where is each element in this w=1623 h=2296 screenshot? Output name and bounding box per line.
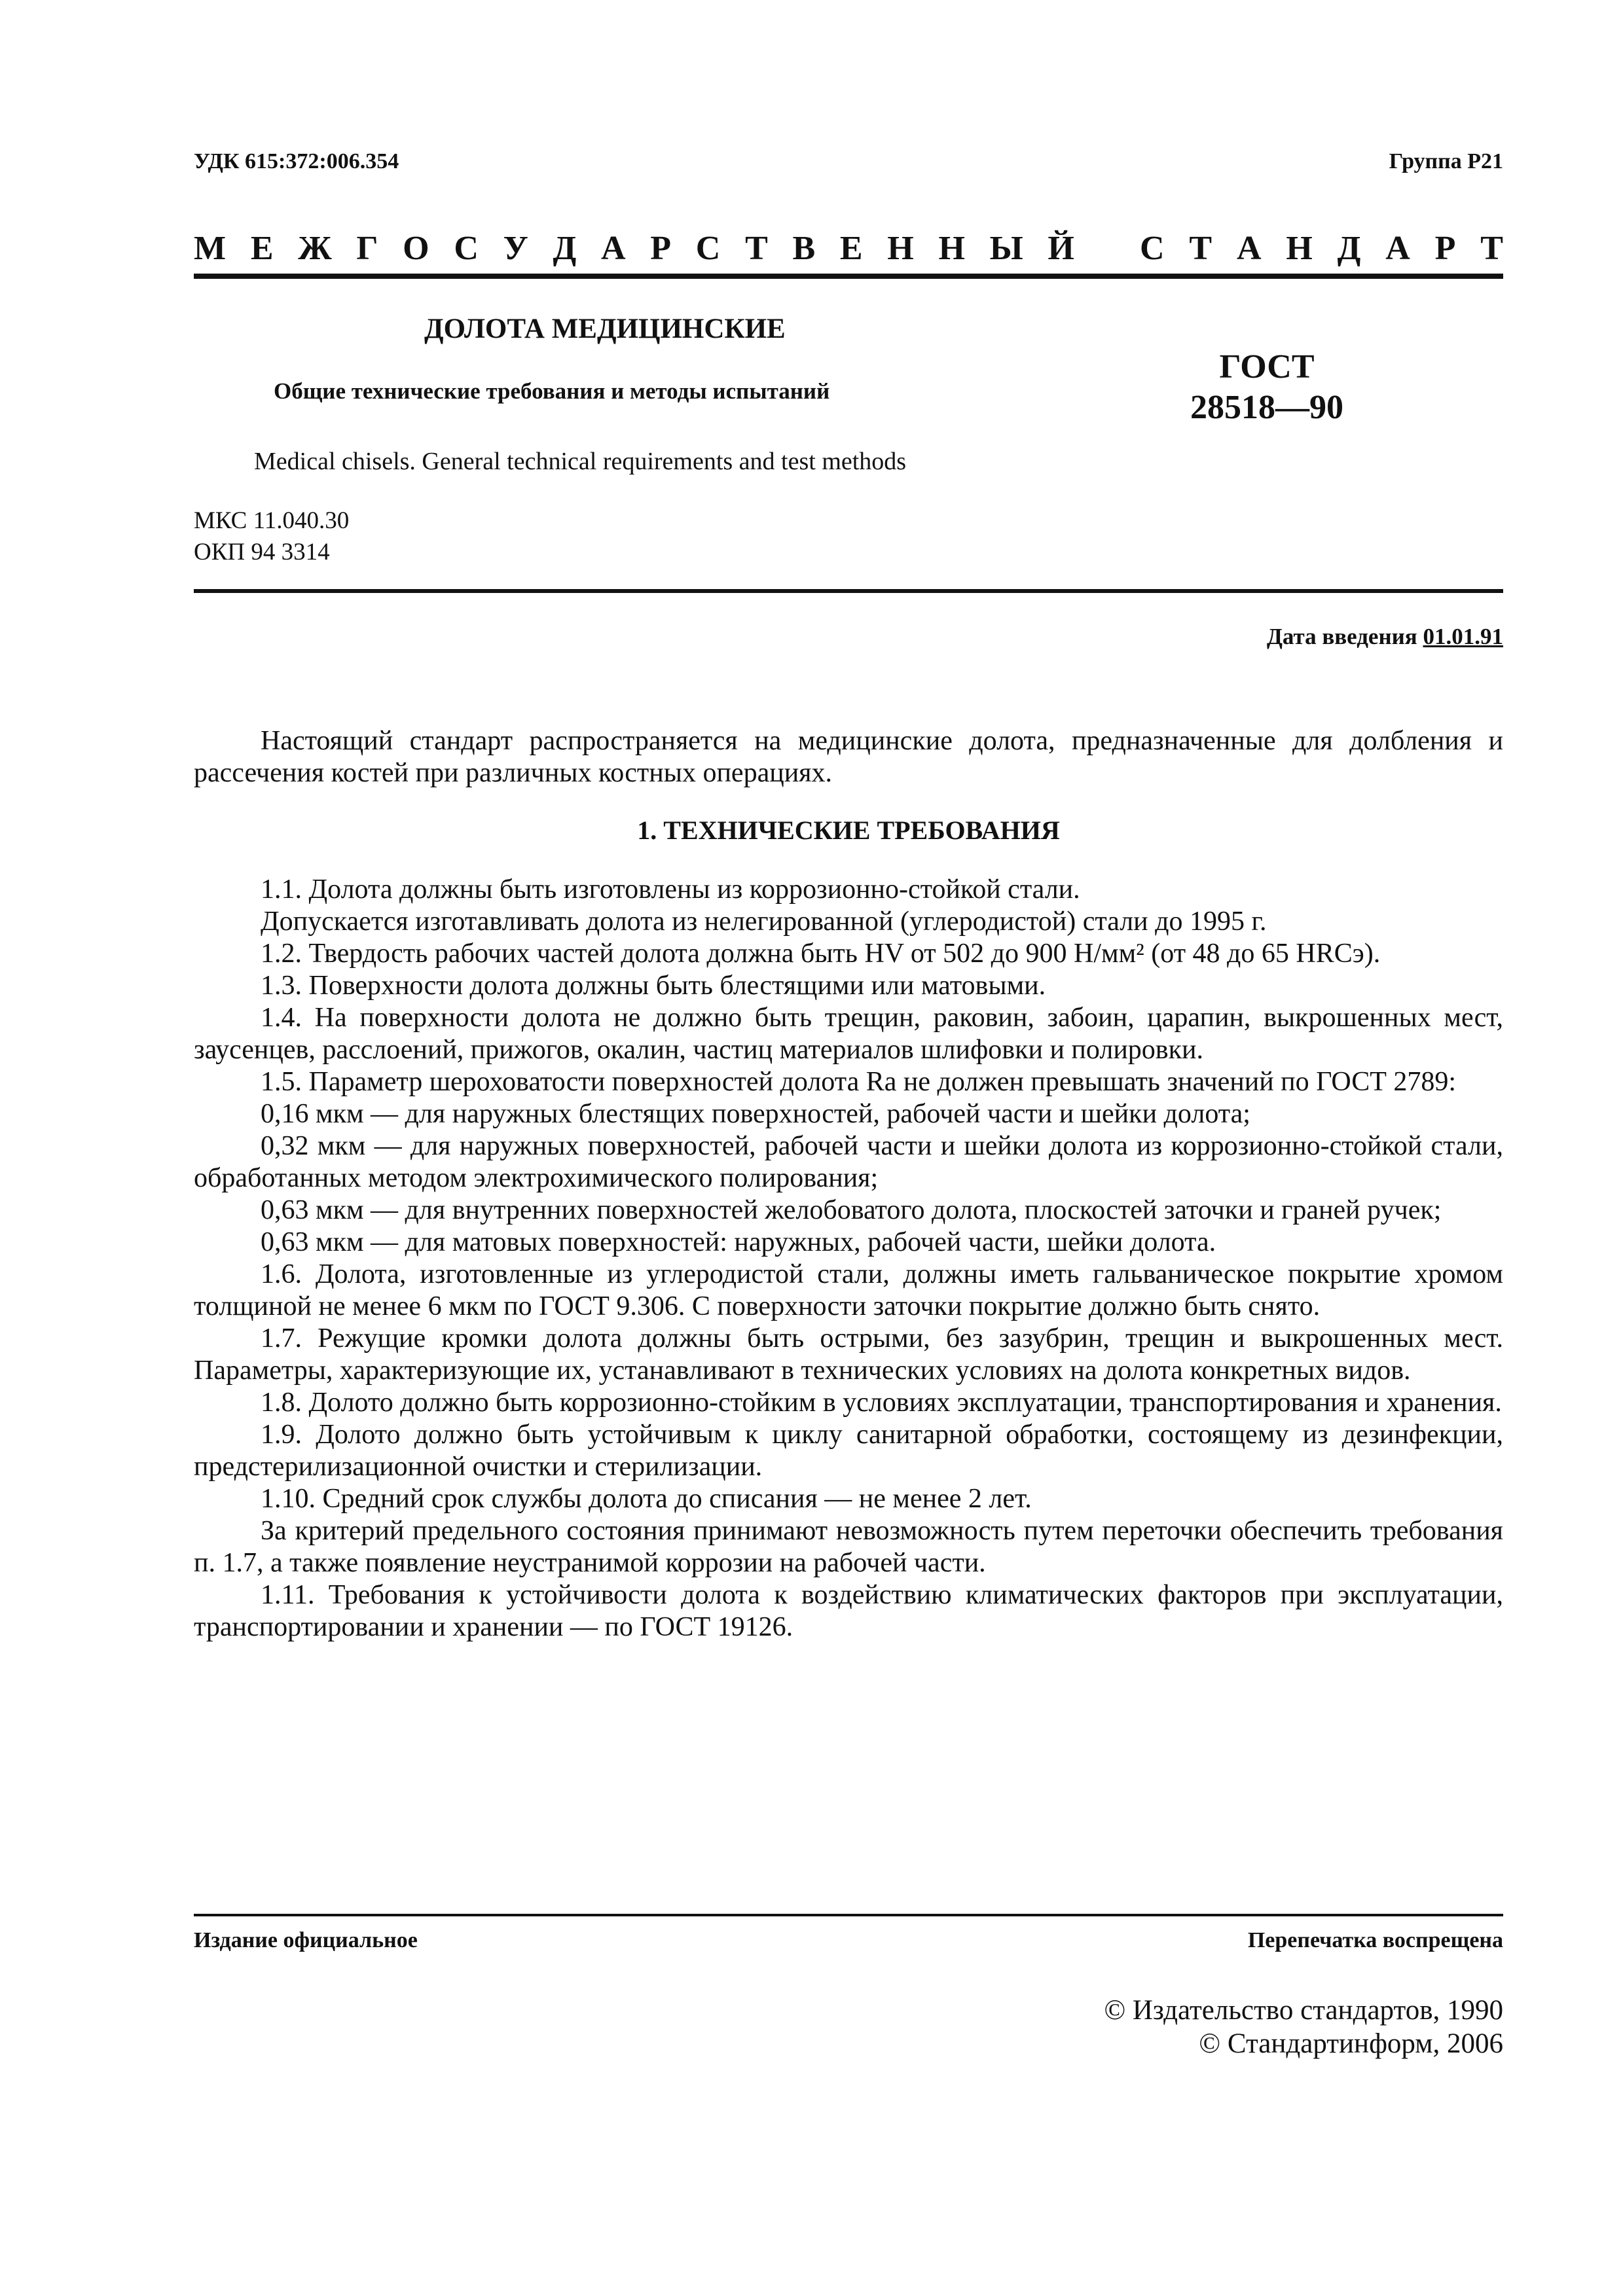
clause-paragraph: 1.3. Поверхности долота должны быть блестящими или матовыми. [261,971,1046,1001]
copyright-line: © Стандартинформ, 2006 [1199,2028,1503,2059]
banner-letter: В [792,230,816,267]
clause-paragraph: 1.6. Долота, изготовленные из углеродистой стали, должны иметь гальваническое покрытие хромом толщиной не менее 6 мкм по ГОСТ 9.306. С поверхности заточки покрытие должно быть снято. [194,1259,1503,1321]
clause-paragraph: 1.8. Долото должно быть коррозионно-стойким в условиях эксплуатации, транспортирования и хранения. [261,1388,1502,1418]
reprint-prohibited: Перепечатка воспрещена [1247,1928,1503,1952]
clause-paragraph: 0,32 мкм — для наружных поверхностей, рабочей части и шейки долота из коррозионно-стойкой стали, обработанных методом электрохимического полирования; [194,1131,1503,1193]
banner-letter: С [695,230,721,267]
banner-letter: Е [839,230,863,267]
english-title: Medical chisels. General technical requirements and test methods [254,448,907,475]
banner-letter: Е [250,230,274,267]
document-title: ДОЛОТА МЕДИЦИНСКИЕ [424,314,786,344]
banner-letter: Ж [298,230,332,267]
copyright-block [1104,1994,1503,2060]
copyright-line: © Издательство стандартов, 1990 [1104,1995,1503,2026]
mks-code: МКС 11.040.30 [194,507,350,534]
okp-code: ОКП 94 3314 [194,539,330,565]
gost-label: ГОСТ [1219,348,1315,386]
banner-letter: Т [1480,230,1503,267]
official-edition: Издание официальное [194,1928,418,1952]
banner-letter: Г [356,230,378,267]
banner-letter: Д [553,230,577,267]
standard-banner [194,229,1503,268]
banner-letter: Т [745,230,768,267]
clause-paragraph: За критерий предельного состояния принимают невозможность путем переточки обеспечить требования п. 1.7, а также появление неустранимой коррозии на рабочей части. [194,1516,1503,1578]
classification-codes [194,505,349,568]
document-subtitle: Общие технические требования и методы испытаний [274,378,830,404]
banner-letter: Р [1434,230,1456,267]
banner-letter: Т [1189,230,1213,267]
date-label: Дата введения [1266,624,1417,649]
banner-letter: Д [1337,230,1361,267]
banner-letter: У [503,230,528,267]
clause-paragraph: 0,63 мкм — для внутренних поверхностей желобоватого долота, плоскостей заточки и граней ручек; [261,1195,1442,1225]
banner-letter: А [601,230,626,267]
banner-letter: А [1385,230,1410,267]
group-code: Группа Р21 [1389,149,1503,173]
banner-letter: С [454,230,479,267]
banner-rule [194,274,1503,279]
banner-word-standard [1140,229,1503,268]
clause-paragraph: 0,16 мкм — для наружных блестящих поверхностей, рабочей части и шейки долота; [261,1099,1250,1129]
banner-letter: Й [1048,230,1074,267]
clause-paragraph: 1.1. Долота должны быть изготовлены из коррозионно-стойкой стали. [261,874,1080,905]
document-body [194,725,1503,1643]
gost-number [1182,347,1352,428]
banner-letter: Н [1286,230,1313,267]
banner-letter: О [403,230,429,267]
clause-paragraph: 1.7. Режущие кромки долота должны быть острыми, без зазубрин, трещин и выкрошенных мест. Параметры, характеризующие их, устанавливают в технических условиях на долота конкретных видов. [194,1323,1503,1386]
banner-letter: А [1236,230,1262,267]
date-value: 01.01.91 [1423,624,1503,649]
clause-paragraph: Допускается изготавливать долота из нелегированной (углеродистой) стали до 1995 г. [261,906,1267,937]
banner-letter: Ы [989,230,1023,267]
clause-paragraph: 0,63 мкм — для матовых поверхностей: наружных, рабочей части, шейки долота. [261,1227,1216,1257]
clause-paragraph: 1.10. Средний срок службы долота до списания — не менее 2 лет. [261,1484,1032,1514]
clause-paragraph: 1.11. Требования к устойчивости долота к воздействию климатических факторов при эксплуатации, транспортировании и хранении — по ГОСТ 19126. [194,1580,1503,1642]
banner-letter: Н [938,230,965,267]
footer-rule [194,1914,1503,1916]
clause-paragraph: 1.5. Параметр шероховатости поверхностей долота Ra не должен превышать значений по ГОСТ 2789: [261,1067,1457,1097]
banner-letter: С [1140,230,1165,267]
banner-letter: Н [887,230,914,267]
introduction-date [1267,624,1503,650]
clause-paragraph: 1.4. На поверхности долота не должно быть трещин, раковин, забоин, царапин, выкрошенных мест, заусенцев, расслоений, прижогов, окалин, частиц материалов шлифовки и полировки. [194,1003,1503,1065]
gost-code: 28518—90 [1190,389,1343,426]
udk-code: УДК 615:372:006.354 [194,149,399,173]
intro-paragraph: Настоящий стандарт распространяется на медицинские долота, предназначенные для долбления и рассечения костей при различных костных операциях. [194,726,1503,788]
banner-word-interstate [194,229,1074,268]
section-heading: 1. ТЕХНИЧЕСКИЕ ТРЕБОВАНИЯ [637,816,1060,845]
clause-paragraph: 1.2. Твердость рабочих частей долота должна быть HV от 502 до 900 Н/мм² (от 48 до 65 HRCэ). [261,939,1381,969]
clause-paragraph: 1.9. Долото должно быть устойчивым к циклу санитарной обработки, состоящему из дезинфекции, предстерилизационной очистки и стерилизации. [194,1420,1503,1482]
banner-letter: Р [650,230,672,267]
banner-letter: М [194,230,227,267]
title-rule [194,589,1503,593]
